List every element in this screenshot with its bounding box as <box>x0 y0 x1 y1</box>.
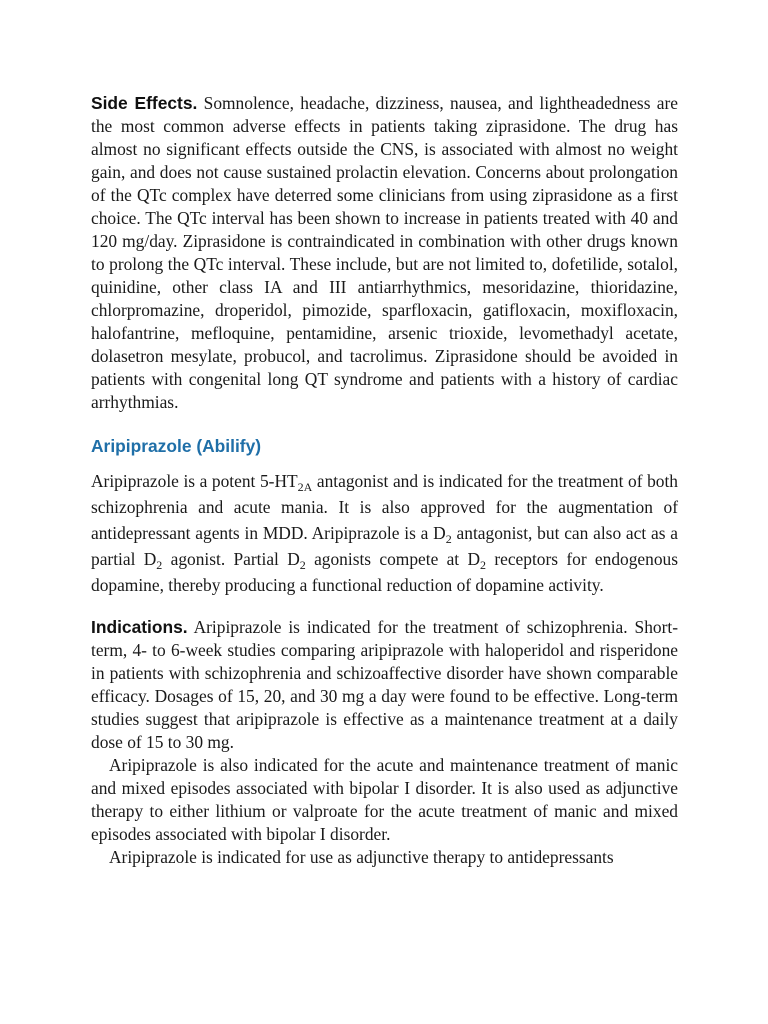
indications-text-1: Aripiprazole is indicated for the treatment of schizophrenia. Short-term, 4- to 6-week studies comparing aripiprazole with haloperidol and risperidone in patients with schizophrenia and schizoaffective disorder have shown comparable efficacy. Dosages of 15, 20, and 30 mg a day were found to be effective. Long-term studies suggest that aripiprazole is effective as a maintenance treatment at a daily dose of 15 to 30 mg. <box>91 617 678 752</box>
side-effects-paragraph <box>91 92 678 414</box>
intro-subscript-1: 2A <box>297 480 313 494</box>
indications-paragraph <box>91 616 678 754</box>
side-effects-text: Somnolence, headache, dizziness, nausea, and lightheadedness are the most common adverse effects in patients taking ziprasidone. The drug has almost no significant effects outside the CNS, is associated with almost no weight gain, and does not cause sustained prolactin elevation. Concerns about prolongation of the QTc complex have deterred some clinicians from using ziprasidone as a first choice. The QTc interval has been shown to increase in patients treated with 40 and 120 mg/day. Ziprasidone is contraindicated in combination with other drugs known to prolong the QTc interval. These include, but are not limited to, dofetilide, sotalol, quinidine, other class IA and III antiarrhythmics, mesoridazine, thioridazine, chlorpromazine, droperidol, pimozide, sparfloxacin, gatifloxacin, moxifloxacin, halofantrine, mefloquine, pentamidine, arsenic trioxide, levomethadyl acetate, dolasetron mesylate, probucol, and tacrolimus. Ziprasidone should be avoided in patients with congenital long QT syndrome and patients with a history of cardiac arrhythmias. <box>91 93 678 412</box>
intro-text-6: receptors for endogenous dopamine, thereby producing a functional reduction of dopamine activity. <box>91 549 679 595</box>
intro-text-3: antagonist, but can also act as a partial D <box>91 523 679 569</box>
intro-text-4: agonist. Partial D <box>162 549 300 569</box>
intro-subscript-5: 2 <box>480 558 487 572</box>
intro-subscript-3: 2 <box>156 558 163 572</box>
intro-text-5: agonists compete at D <box>305 549 481 569</box>
intro-subscript-2: 2 <box>445 532 452 546</box>
indications-heading: Indications. <box>91 617 188 637</box>
aripiprazole-section-heading: Aripiprazole (Abilify) <box>91 436 262 456</box>
intro-text-2: antagonist and is indicated for the treatment of both schizophrenia and acute mania. It is also approved for the augmentation of antidepressant agents in MDD. Aripiprazole is a D <box>91 471 678 543</box>
document-page <box>91 92 678 869</box>
indications-paragraph-3: Aripiprazole is indicated for use as adjunctive therapy to antidepressants <box>109 847 614 867</box>
aripiprazole-intro-paragraph <box>91 468 678 598</box>
intro-text-1: Aripiprazole is a potent 5-HT <box>91 471 298 491</box>
side-effects-heading: Side Effects. <box>91 93 198 113</box>
intro-subscript-4: 2 <box>299 558 306 572</box>
indications-paragraph-2: Aripiprazole is also indicated for the acute and maintenance treatment of manic and mixed episodes associated with bipolar I disorder. It is also used as adjunctive therapy to either lithium or valproate for the acute treatment of manic and mixed episodes associated with bipolar I disorder. <box>91 755 678 844</box>
